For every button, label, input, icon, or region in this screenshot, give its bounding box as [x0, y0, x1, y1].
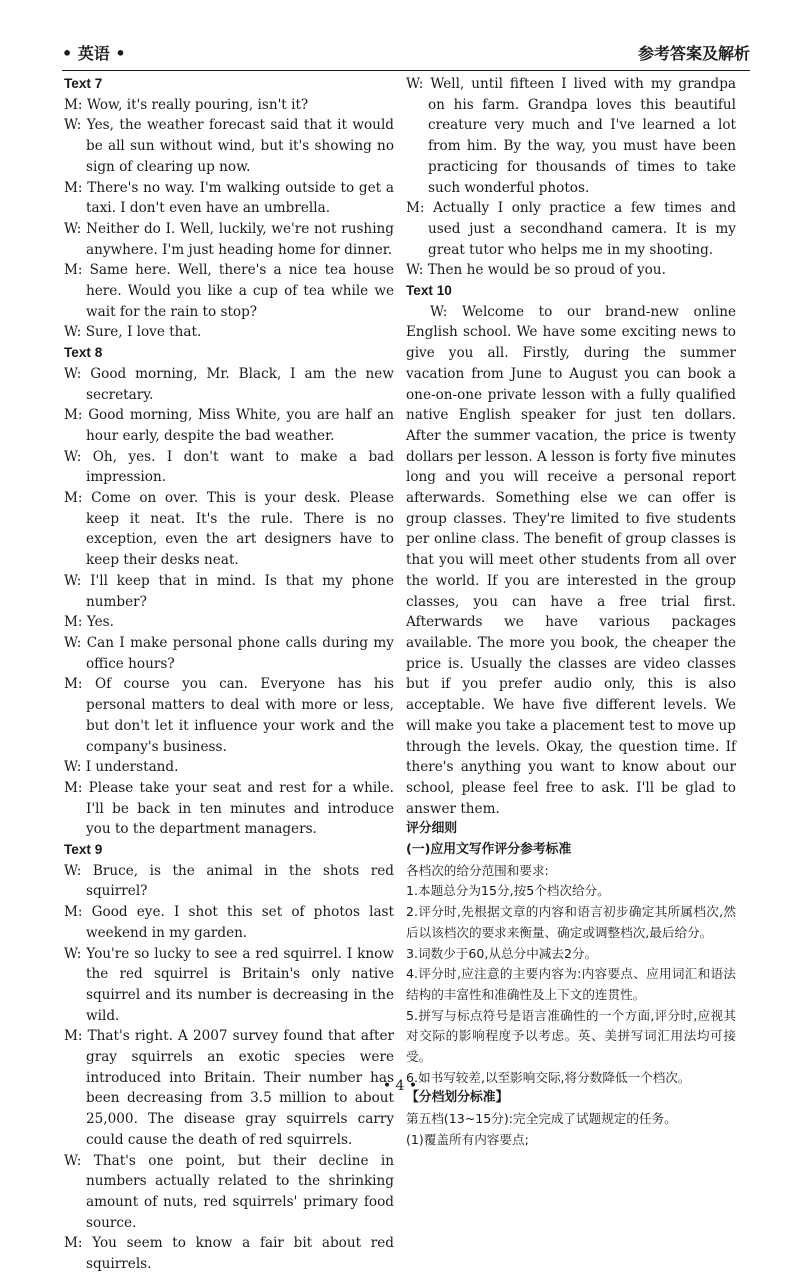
- rubric-line: 6.如书写较差,以至影响交际,将分数降低一个档次。: [406, 1069, 691, 1085]
- dialogue-line: W: Bruce, is the animal in the shots red squirrel?: [64, 862, 394, 900]
- rubric-line: 3.词数少于60,从总分中减去2分。: [406, 945, 598, 961]
- section-title: 参考答案及解析: [637, 44, 750, 63]
- dialogue-line: M: Actually I only practice a few times and used just a secondhand camera. It is my great tutor who helps me in my shooting.: [406, 200, 736, 258]
- dialogue-line: W: Can I make personal phone calls during my office hours?: [64, 634, 394, 672]
- dialogue-line: M: Good morning, Miss White, you are half an hour early, despite the bad weather.: [64, 407, 394, 444]
- monologue-paragraph: W: Welcome to our brand-new online English school. We have some exciting news to give you all. Firstly, during the summer vacation from June to August you can book a one-on-one private lesson with a fully qualified native English speaker for just ten dollars. After the summer vacation, the price is twenty dollars per lesson. A lesson is forty five minutes long and you will receive a personal report afterwards. Something else we can offer is group classes. They're limited to five students per online class. The benefit of group classes is that you will meet other students from all over the world. If you are interested in the group classes, you can have a free trial first. Afterwards we have various packages available. The more you book, the cheaper the price is. Usually the classes are video classes but if you prefer audio only, this is also acceptable. We have five different levels. We will make you take a placement test to move up through the levels. Okay, the question time. If there's anything you want to know about our school, please feel free to ask. I'll be glad to answer them.: [406, 303, 736, 817]
- dialogue-line: M: Same here. Well, there's a nice tea house here. Would you like a cup of tea while we wait for the rain to stop?: [64, 262, 394, 320]
- dialogue-line: M: Wow, it's really pouring, isn't it?: [64, 96, 309, 113]
- dialogue-line: W: Well, until fifteen I lived with my grandpa on his farm. Grandpa loves this beautiful creature very much and I've learned a lot from him. By the way, you must have been practicing for thousands of times to take such wonderful photos.: [406, 76, 736, 196]
- dialogue-line: M: That's right. A 2007 survey found that after gray squirrels an exotic species were introduced into Britain. Their number has been decreasing from 3.5 million to about 25,000. The disease gray squirrels carry could cause the death of red squirrels.: [64, 1028, 394, 1148]
- dialogue-line: W: Oh, yes. I don't want to make a bad impression.: [64, 448, 394, 486]
- dialogue-line: M: Come on over. This is your desk. Please keep it neat. It's the rule. There is no exception, even the art designers have to keep their desks neat.: [64, 490, 394, 569]
- rubric-line: 各档次的给分范围和要求:: [406, 862, 549, 878]
- dialogue-line: W: Good morning, Mr. Black, I am the new secretary.: [64, 365, 394, 403]
- rubric-heading: 【分档划分标准】: [406, 1090, 509, 1106]
- rubric-line: 2.评分时,先根据文章的内容和语言初步确定其所属档次,然后以该档次的要求来衡量、确定或调整档次,最后给分。: [406, 904, 736, 940]
- page-number: • 4 •: [382, 1078, 418, 1094]
- rubric-heading: (一)应用文写作评分参考标准: [406, 842, 572, 858]
- page-header: [62, 40, 750, 71]
- dialogue-line: M: Of course you can. Everyone has his personal matters to deal with more or less, but don't let it influence your work and the company's business.: [64, 676, 394, 755]
- dialogue-line: M: Yes.: [64, 614, 114, 631]
- dialogue-line: W: Then he would be so proud of you.: [406, 262, 666, 279]
- rubric-line: 5.拼写与标点符号是语言准确性的一个方面,评分时,应视其对交际的影响程度予以考虑。英、美拼写词汇用法均可接受。: [406, 1007, 736, 1065]
- rubric-line: 第五档(13~15分):完全完成了试题规定的任务。: [406, 1111, 677, 1127]
- rubric-line: (1)覆盖所有内容要点;: [406, 1131, 529, 1147]
- dialogue-line: M: Good eye. I shot this set of photos last weekend in my garden.: [64, 904, 394, 941]
- rubric-line: 4.评分时,应注意的主要内容为:内容要点、应用词汇和语法结构的丰富性和准确性及上下文的连贯性。: [406, 966, 736, 1002]
- dialogue-line: M: There's no way. I'm walking outside to get a taxi. I don't even have an umbrella.: [64, 179, 394, 217]
- dialogue-line: W: That's one point, but their decline in numbers actually related to the shrinking amount of nuts, red squirrels' primary food source.: [64, 1152, 394, 1231]
- section-heading: Text 9: [64, 842, 103, 858]
- rubric-heading: 评分细则: [406, 821, 458, 837]
- section-heading: Text 8: [64, 345, 103, 361]
- dialogue-line: W: I'll keep that in mind. Is that my phone number?: [64, 572, 394, 610]
- dialogue-line: W: I understand.: [64, 759, 179, 776]
- dialogue-line: W: You're so lucky to see a red squirrel. I know the red squirrel is Britain's only native squirrel and its number is decreasing in the wild.: [64, 945, 394, 1024]
- subject-label: • 英语 •: [62, 44, 126, 63]
- dialogue-line: W: Neither do I. Well, luckily, we're not rushing anywhere. I'm just heading home for dinner.: [64, 220, 394, 258]
- section-heading: Text 7: [64, 76, 103, 91]
- dialogue-line: W: Yes, the weather forecast said that it would be all sun without wind, but it's showing no sign of clearing up now.: [64, 117, 394, 175]
- rubric-line: 1.本题总分为15分,按5个档次给分。: [406, 883, 610, 899]
- dialogue-line: M: You seem to know a fair bit about red squirrels.: [64, 1235, 394, 1273]
- dialogue-line: W: Sure, I love that.: [64, 324, 202, 341]
- right-column: [406, 74, 736, 1151]
- dialogue-line: M: Please take your seat and rest for a while. I'll be back in ten minutes and introduce you to the department managers.: [64, 779, 394, 838]
- section-heading: Text 10: [406, 283, 452, 299]
